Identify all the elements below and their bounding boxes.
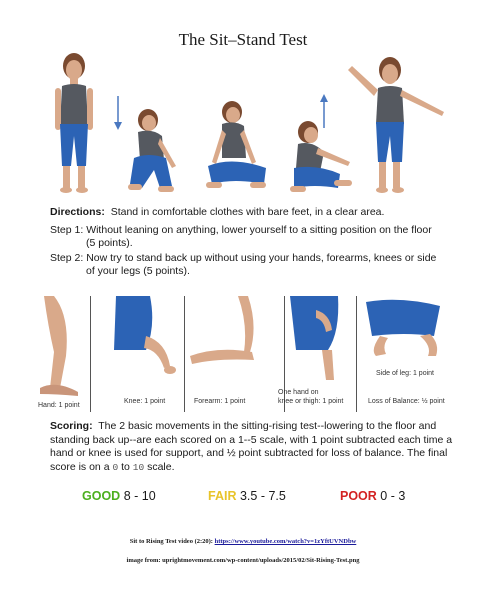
rating-fair — [208, 489, 286, 503]
rating-fair-range: 3.5 - 7.5 — [239, 489, 286, 503]
step-2-line-2: of your legs (5 points). — [86, 265, 190, 277]
penalty-illustration-strip — [36, 296, 450, 412]
score-ratings — [0, 489, 486, 505]
side-of-leg-image — [360, 296, 450, 412]
standing-figure — [44, 48, 102, 198]
hand-support-image — [36, 296, 88, 412]
scale-low: 0 — [112, 461, 119, 473]
video-link[interactable]: https://www.youtube.com/watch?v=1zYftUVNDbw — [214, 538, 357, 545]
strip-divider — [184, 296, 185, 412]
penalty-caption-side-of-leg: Side of leg: 1 point — [376, 370, 434, 377]
rating-good-range: 8 - 10 — [123, 489, 156, 503]
rating-good — [82, 489, 156, 503]
step-1-text — [50, 224, 470, 250]
penalty-caption-hand: Hand: 1 point — [38, 402, 80, 409]
step-2-text — [50, 252, 470, 278]
seated-figure — [202, 100, 274, 198]
penalty-caption-knee: Knee: 1 point — [124, 398, 166, 405]
video-reference — [0, 538, 486, 545]
knee-support-image — [106, 296, 186, 412]
page-title: The Sit–Stand Test — [178, 30, 308, 49]
scale-to: to — [121, 460, 130, 473]
rating-poor-word: POOR — [340, 489, 377, 503]
scoring-text — [50, 420, 470, 474]
forearm-support-image — [188, 296, 284, 412]
scoring-body: The 2 basic movements in the sitting-rising test--lowering to the floor and standing back up--are each scored on a 1--5 scale, with 1 point subtracted each time a hand or knee is used for support, and ½ point subtracted for loss of balance. The final score is on a — [50, 420, 453, 473]
rating-fair-word: FAIR — [208, 489, 237, 503]
arrow-up-icon — [320, 94, 328, 128]
penalty-caption-hand-on-knee-top: One hand on — [278, 389, 319, 396]
rating-poor — [340, 489, 405, 503]
video-label: Sit to Rising Test video (2:20): — [129, 538, 213, 545]
image-source: image from: uprightmovement.com/wp-content/uploads/2015/02/Sit-Rising-Test.png — [126, 557, 360, 564]
sit-stand-sequence-illustration — [40, 48, 460, 198]
standing-balance-figure — [332, 48, 454, 198]
rating-good-word: GOOD — [82, 489, 121, 503]
penalty-caption-forearm: Forearm: 1 point — [194, 398, 246, 405]
penalty-caption-hand-on-knee: knee or thigh: 1 point — [278, 398, 344, 405]
penalty-caption-loss-of-balance: Loss of Balance: ½ point — [368, 398, 445, 405]
step-2-line-1: Step 2: Now try to stand back up without using your hands, forearms, knees or side — [50, 252, 437, 264]
rating-poor-range: 0 - 3 — [380, 489, 406, 503]
step-1-line-2: (5 points). — [86, 237, 133, 249]
scoring-label: Scoring: — [50, 420, 93, 432]
strip-divider — [356, 296, 357, 412]
scale-high: 10 — [132, 461, 145, 473]
strip-divider — [90, 296, 91, 412]
directions-text — [50, 206, 470, 219]
scale-end: scale. — [147, 460, 175, 473]
step-1-line-1: Step 1: Without leaning on anything, lower yourself to a sitting position on the floor — [50, 224, 432, 236]
directions-label: Directions: — [50, 206, 105, 218]
directions-body: Stand in comfortable clothes with bare feet, in a clear area. — [110, 206, 385, 218]
squatting-figure — [120, 108, 190, 198]
